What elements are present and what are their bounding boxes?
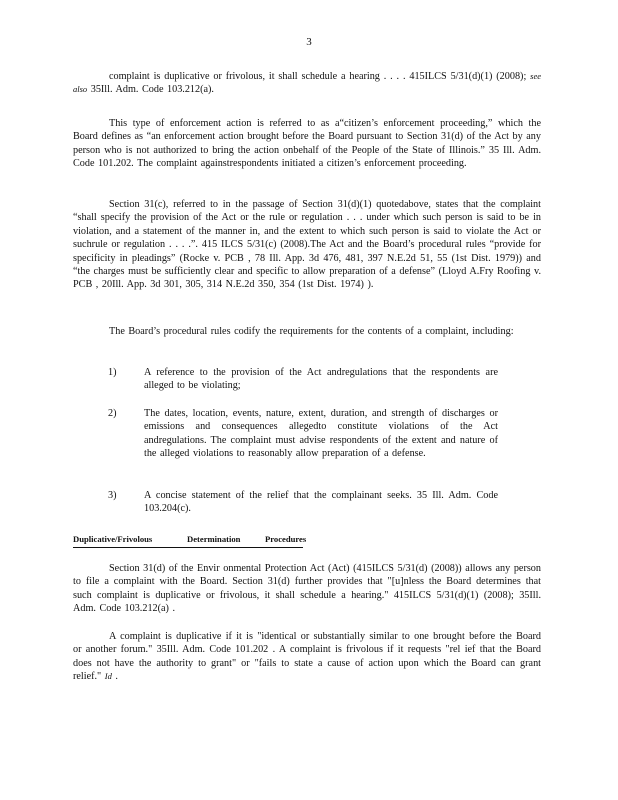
list-item-text: A reference to the provision of the Act andregulations that the respondents are alleged to be violating; [144,367,498,392]
paragraph-duplicative-definition: A complaint is duplicative if it is "identical or substantially similar to one brought before the Board or another forum." 35Ill. Adm. Code 101.202 . A complaint is frivolous if it requests "rel ief that the Board does not have the authority to grant" or "fails to state a cause of action upon which the Board can grant relief." Id . [73,631,541,683]
list-item-number: 2) [108,408,117,419]
list-item-text: The dates, location, events, nature, extent, duration, and strength of discharges or emissions and consequences allegedto constitute violations of the Act andregulations. The complaint must advise respondents of the extent and nature of the alleged violations to reasonably allow preparation of a defense. [144,408,498,460]
list-item-number: 3) [108,490,117,501]
list-item-number: 1) [108,367,117,378]
paragraph-section-31d: Section 31(d) of the Envir onmental Protection Act (Act) (415ILCS 5/31(d) (2008)) allows any person to file a complaint with the Board. Section 31(d) further provides that "[u]nless the Board determines that such complaint is duplicative or frivolous, it shall schedule a hearing." 415ILCS 5/31(d)(1) (2008); 35Ill. Adm. Code 103.212(a) . [73,563,541,615]
paragraph-section-31c: Section 31(c), referred to in the passage of Section 31(d)(1) quotedabove, states that the complaint “shall specify the provision of the Act or the rule or regulation . . . under which such person is said to be in violation, and a statement of the manner in, and the extent to which such person is said to violate the Act or suchrule or regulation . . . .”. 415 ILCS 5/31(c) (2008).The Act and the Board’s procedural rules “provide for specificity in pleadings” (Rocke v. PCB , 78 Ill. App. 3d 476, 481, 397 N.E.2d 51, 55 (1st Dist. 1979)) and “the charges must be sufficiently clear and specific to allow preparation of a defense” (Lloyd A.Fry Roofing v. PCB , 20Ill. App. 3d 301, 305, 314 N.E.2d 350, 354 (1st Dist. 1974) ). [73,199,541,291]
citation-signal: see also [73,71,541,95]
list-item-text: A concise statement of the relief that the complainant seeks. 35 Ill. Adm. Code 103.204(c). [144,490,498,515]
paragraph-procedural-rules: The Board’s procedural rules codify the requirements for the contents of a complaint, including: [109,326,514,337]
page-number: 3 [306,36,312,48]
section-heading: Duplicative/Frivolous Determination Procedures [73,533,303,548]
citation-id: Id [104,671,112,682]
paragraph-hearing-continuation: complaint is duplicative or frivolous, it shall schedule a hearing . . . . 415ILCS 5/31(d)(1) (2008); see also 35Ill. Adm. Code 103.212(a). [73,71,541,96]
paragraph-citizen-enforcement: This type of enforcement action is referred to as a“citizen’s enforcement proceeding,” which the Board defines as “an enforcement action brought before the Board pursuant to Section 31(d) of the Act by any person who is not authorized to bring the action onbehalf of the People of the State of Illinois.” 35 Ill. Adm. Code 101.202. The complaint againstrespondents initiated a citizen’s enforcement proceeding. [73,118,541,170]
